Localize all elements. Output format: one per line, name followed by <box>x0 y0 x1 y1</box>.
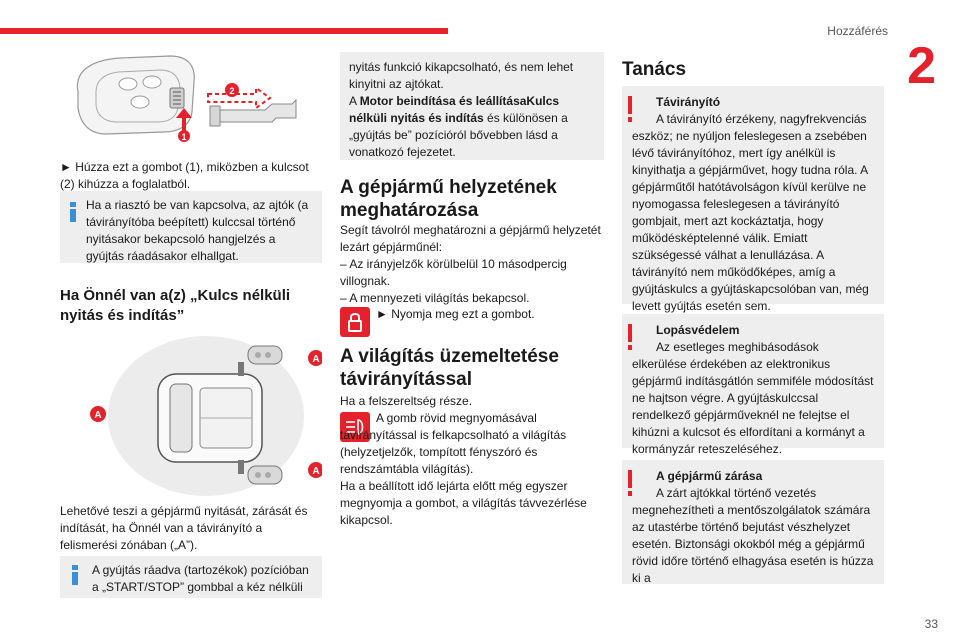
info-box-continued <box>340 52 604 160</box>
warning-box-remote <box>622 86 884 313</box>
zone-label-left: A <box>94 410 102 421</box>
warning-theft-title: Lopásvédelem <box>656 323 740 337</box>
warning-box-locking <box>622 460 884 584</box>
callout-2-label: 2 <box>229 86 235 96</box>
lighting-text: A gomb rövid megnyomásával távirányítással is felkapcsolható a világítás (helyzetjelzők, tompított fényszóró és rendszámtábla világítás). <box>340 411 567 476</box>
warning-remote-title: Távirányító <box>656 95 721 109</box>
locate-step: ► Nyomja meg ezt a gombot. <box>376 307 535 321</box>
locate-text: Segít távolról meghatározni a gépjármű helyzetét lezárt gépjárműnél: <box>340 223 601 254</box>
info-continued-link: Motor beindítása és leállításaKulcs nélküli nyitás és indítás <box>349 94 560 125</box>
key-fob-bottom <box>248 466 282 484</box>
warning-remote-body: A távirányító érzékeny, nagyfrekvenciás eszköz; ne nyúljon feleslegesen a zsebében lévő távirányítóhoz, mert így anélkül is kinyithatja a gépjárművet, hogy tudna róla. A gépjárműtől hatótávolságon kívül kerülve ne nyomogassa feleslegesen a távirányító gombjait, mert azt kockáztatja, hogy működésképtelenné válik. Emiatt szükségessé válhat a lenullázása. A távirányító nem működőképes, amíg a gyújtáskulcs a gyújtáskapcsolóban van, még levett gyújtás esetén sem. <box>632 112 869 313</box>
info-continued-text-1: nyitás funkció kikapcsolható, és nem lehet kinyitni az ajtókat. <box>349 60 574 91</box>
locate-item-2: – A mennyezeti világítás bekapcsol. <box>340 291 530 305</box>
section-title: Hozzáférés <box>827 24 888 38</box>
warning-locking-text <box>632 485 874 587</box>
warning-icon <box>626 470 634 496</box>
key-removal-illustration <box>60 52 322 142</box>
heading-keyless: Ha Önnél van a(z) „Kulcs nélküli nyitás és indítás” <box>60 287 291 324</box>
lighting-text-2: Ha a beállított idő lejárta előtt még egyszer megnyomja a gombot, a világítás távvezérlése kikapcsol. <box>340 479 587 527</box>
step-remove-key: ► Húzza ezt a gombot (1), miközben a kulcsot (2) kihúzza a foglalatból. <box>60 160 309 191</box>
zone-label-top: A <box>312 354 320 365</box>
warning-icon <box>626 324 634 350</box>
info-continued-text-2a: A <box>349 94 360 108</box>
warning-theft-text <box>632 339 874 458</box>
info-alarm-text: Ha a riasztó be van kapcsolva, az ajtók (a távirányítóba beépített) kulccsal történő nyitásakor bekapcsoló hangjelzés a gyújtás ráadásakor elhallgat. <box>86 198 309 263</box>
lock-button-icon <box>340 307 370 337</box>
info-icon <box>68 201 78 223</box>
heading-locate-vehicle: A gépjármű helyzetének meghatározása <box>340 177 557 221</box>
info-continued-text-2 <box>349 93 596 161</box>
info-box-start-stop <box>60 556 322 598</box>
info-icon <box>70 564 80 586</box>
warning-locking-title: A gépjármű zárása <box>656 469 763 483</box>
warning-theft-body: Az esetleges meghibásodások elkerülése érdekében az elektronikus gépjármű indításgátlón semmiféle módosítást ne hajtson végre. A gyújtáskulccsal rendelkező gépjárműveknél ne felejtse el kihúzni a kulcsot és elfordítani a kormányt a kormányzár reteszeléséhez. <box>632 340 874 456</box>
keyless-zone-illustration <box>88 332 322 500</box>
info-box-alarm <box>60 191 322 263</box>
warning-icon <box>626 96 634 122</box>
heading-lighting-remote: A világítás üzemeltetése távirányítással <box>340 346 559 390</box>
locate-item-1: – Az irányjelzők körülbelül 10 másodpercig villognak. <box>340 257 567 288</box>
info-start-stop-text: A gyújtás ráadva (tartozékok) pozícióban a „START/STOP” gombbal a kéz nélküli <box>92 563 309 594</box>
warning-locking-body: A zárt ajtókkal történő vezetés megnehezítheti a mentőszolgálatok számára az utastérbe történő bejutást vészhelyzet esetén. Biztonsági okokból még a gépjármű rövid időre történő elhagyása esetén is húzza ki a <box>632 486 874 585</box>
chapter-number: 2 <box>907 37 936 95</box>
heading-advice: Tanács <box>622 59 687 80</box>
warning-remote-text <box>632 111 874 315</box>
callout-1-label: 1 <box>181 132 187 142</box>
warning-box-theft <box>622 314 884 456</box>
header-accent-bar <box>0 28 448 34</box>
zone-label-bottom: A <box>312 466 320 477</box>
lighting-intro: Ha a felszereltség része. <box>340 394 473 408</box>
keyless-description: Lehetővé teszi a gépjármű nyitását, zárását és indítását, ha Önnél van a távirányító a felismerési zónában („A”). <box>60 504 308 552</box>
page-number: 33 <box>924 617 938 631</box>
key-fob-top <box>248 346 282 364</box>
info-continued-text-2c: és különösen a „gyújtás be” pozícióról bővebben lásd a vonatkozó fejezetet. <box>349 111 568 159</box>
